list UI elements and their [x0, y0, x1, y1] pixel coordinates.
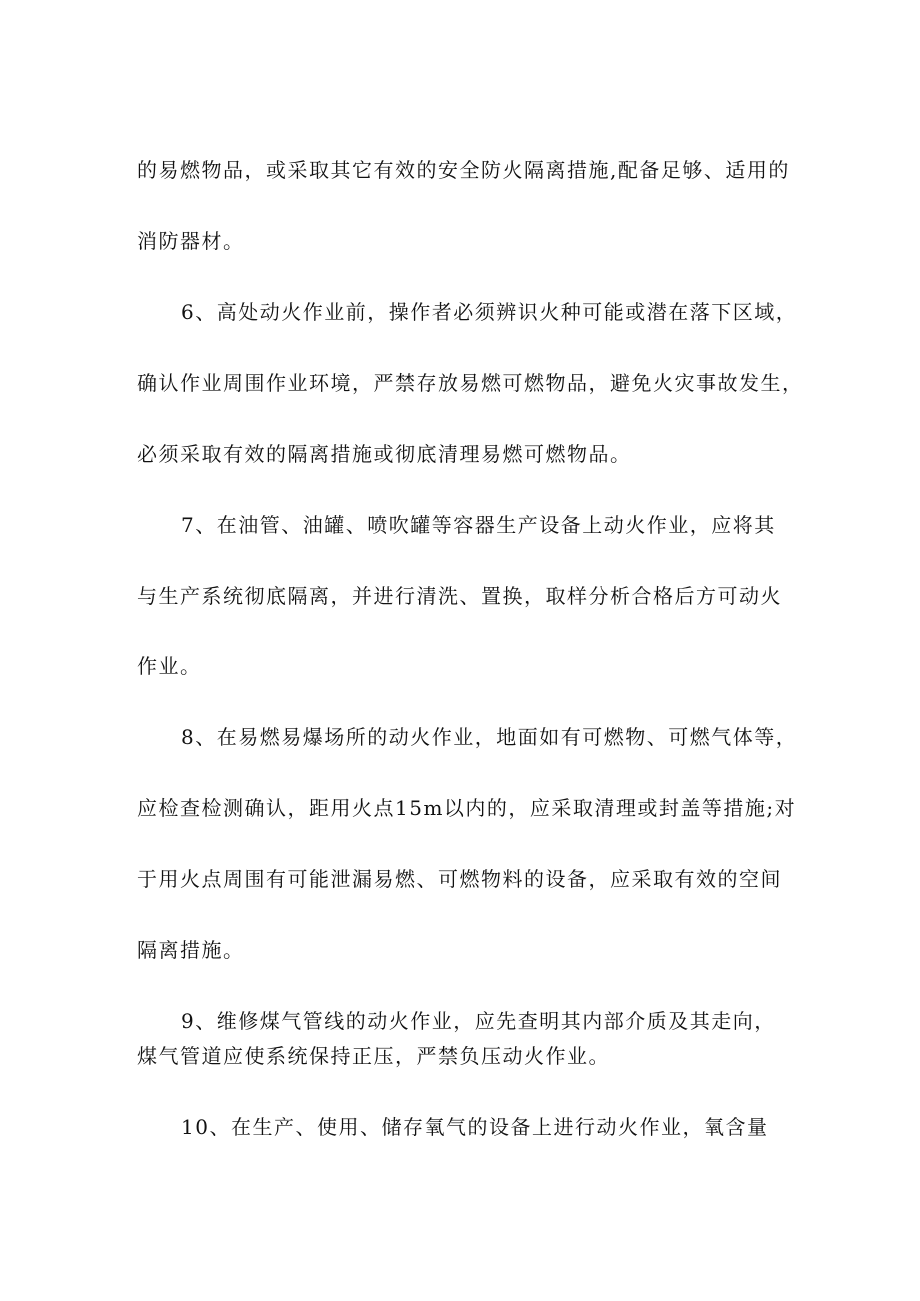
paragraph-line: 9、维修煤气管线的动火作业，应先查明其内部介质及其走向， [181, 1009, 776, 1033]
paragraph-line: 确认作业周围作业环境，严禁存放易燃可燃物品，避免火灾事故发生， [137, 371, 804, 395]
paragraph-line: 的易燃物品，或采取其它有效的安全防火隔离措施,配备足够、适用的 [137, 158, 790, 182]
paragraph-line: 与生产系统彻底隔离，并进行清洗、置换，取样分析合格后方可动火 [137, 584, 782, 608]
paragraph-line: 必须采取有效的隔离措施或彻底清理易燃可燃物品。 [137, 442, 632, 466]
paragraph-line: 煤气管道应使系统保持正压，严禁负压动火作业。 [137, 1044, 610, 1068]
paragraph-line: 消防器材。 [137, 229, 245, 253]
paragraph-line: 8、在易燃易爆场所的动火作业，地面如有可燃物、可燃气体等， [181, 725, 798, 749]
paragraph-line: 隔离措施。 [137, 938, 245, 962]
paragraph-line: 7、在油管、油罐、喷吹罐等容器生产设备上动火作业，应将其 [181, 513, 776, 537]
paragraph-line: 10、在生产、使用、储存氧气的设备上进行动火作业，氧含量 [181, 1115, 769, 1139]
paragraph-line: 作业。 [137, 654, 202, 678]
paragraph-line: 6、高处动火作业前，操作者必须辨识火种可能或潜在落下区域， [181, 300, 798, 324]
paragraph-line: 于用火点周围有可能泄漏易燃、可燃物料的设备，应采取有效的空间 [137, 867, 782, 891]
paragraph-line: 应检查检测确认，距用火点15m以内的，应采取清理或封盖等措施;对 [137, 796, 797, 820]
